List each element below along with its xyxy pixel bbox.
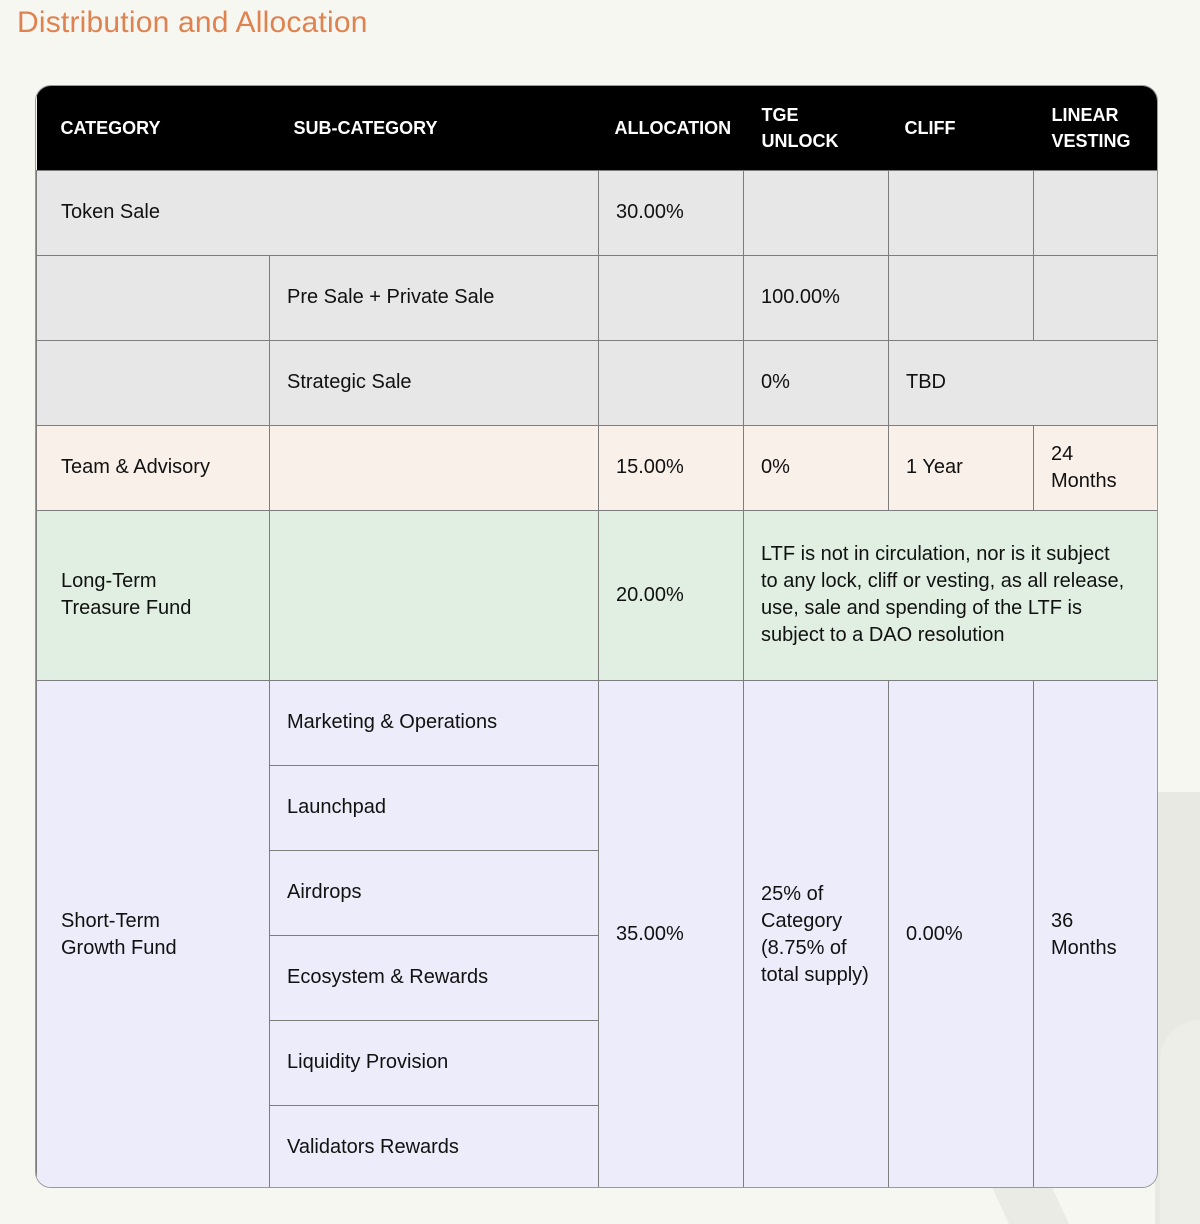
header-category: CATEGORY (37, 86, 270, 170)
category-cell: Long-Term Treasure Fund (37, 510, 270, 680)
sub-category-cell: Liquidity Provision (270, 1020, 599, 1105)
table-row (37, 255, 1159, 340)
ltf-note-cell: LTF is not in circulation, nor is it subject to any lock, cliff or vesting, as all release, use, sale and spending of the LTF is subject to a DAO resolution (744, 510, 1159, 680)
category-cell: Team & Advisory (37, 425, 270, 510)
sub-category-cell: Strategic Sale (270, 340, 599, 425)
allocation-table (35, 85, 1158, 1188)
header-sub-category: SUB-CATEGORY (270, 86, 599, 170)
cliff-cell (889, 255, 1034, 340)
page-title: Distribution and Allocation (17, 6, 368, 39)
tge-cell: 0% (744, 425, 889, 510)
category-cell (37, 255, 270, 340)
tge-cell: 0% (744, 340, 889, 425)
header-linear-vesting: LINEAR VESTING (1034, 86, 1159, 170)
cliff-cell: TBD (889, 340, 1159, 425)
allocation-cell (599, 255, 744, 340)
cliff-cell (889, 170, 1034, 255)
sub-category-cell: Pre Sale + Private Sale (270, 255, 599, 340)
allocation-cell: 30.00% (599, 170, 744, 255)
header-cliff: CLIFF (889, 86, 1034, 170)
allocation-cell (599, 340, 744, 425)
table-row (37, 340, 1159, 425)
background-shape (991, 1185, 1069, 1224)
background-shape (1160, 1020, 1200, 1224)
sub-category-cell: Ecosystem & Rewards (270, 935, 599, 1020)
sub-category-cell: Validators Rewards (270, 1105, 599, 1188)
sub-category-cell: Airdrops (270, 850, 599, 935)
tge-cell: 100.00% (744, 255, 889, 340)
sub-category-cell (270, 510, 599, 680)
allocation-cell: 35.00% (599, 680, 744, 1188)
sub-category-cell (270, 425, 599, 510)
vesting-cell (1034, 255, 1159, 340)
sub-category-cell: Marketing & Operations (270, 680, 599, 765)
table-header-row (37, 86, 1159, 170)
tge-cell (744, 170, 889, 255)
category-cell: Short-Term Growth Fund (37, 680, 270, 1188)
table-row (37, 170, 1159, 255)
sub-category-cell: Launchpad (270, 765, 599, 850)
category-cell (37, 340, 270, 425)
cliff-cell: 0.00% (889, 680, 1034, 1188)
table-row (37, 510, 1159, 680)
tge-cell: 25% of Category (8.75% of total supply) (744, 680, 889, 1188)
allocation-cell: 15.00% (599, 425, 744, 510)
cliff-cell: 1 Year (889, 425, 1034, 510)
category-cell: Token Sale (37, 170, 599, 255)
vesting-cell: 24 Months (1034, 425, 1159, 510)
vesting-cell: 36 Months (1034, 680, 1159, 1188)
vesting-cell (1034, 170, 1159, 255)
table-row (37, 680, 1159, 765)
allocation-cell: 20.00% (599, 510, 744, 680)
header-allocation: ALLOCATION (599, 86, 744, 170)
table-row (37, 425, 1159, 510)
header-tge-unlock: TGE UNLOCK (744, 86, 889, 170)
